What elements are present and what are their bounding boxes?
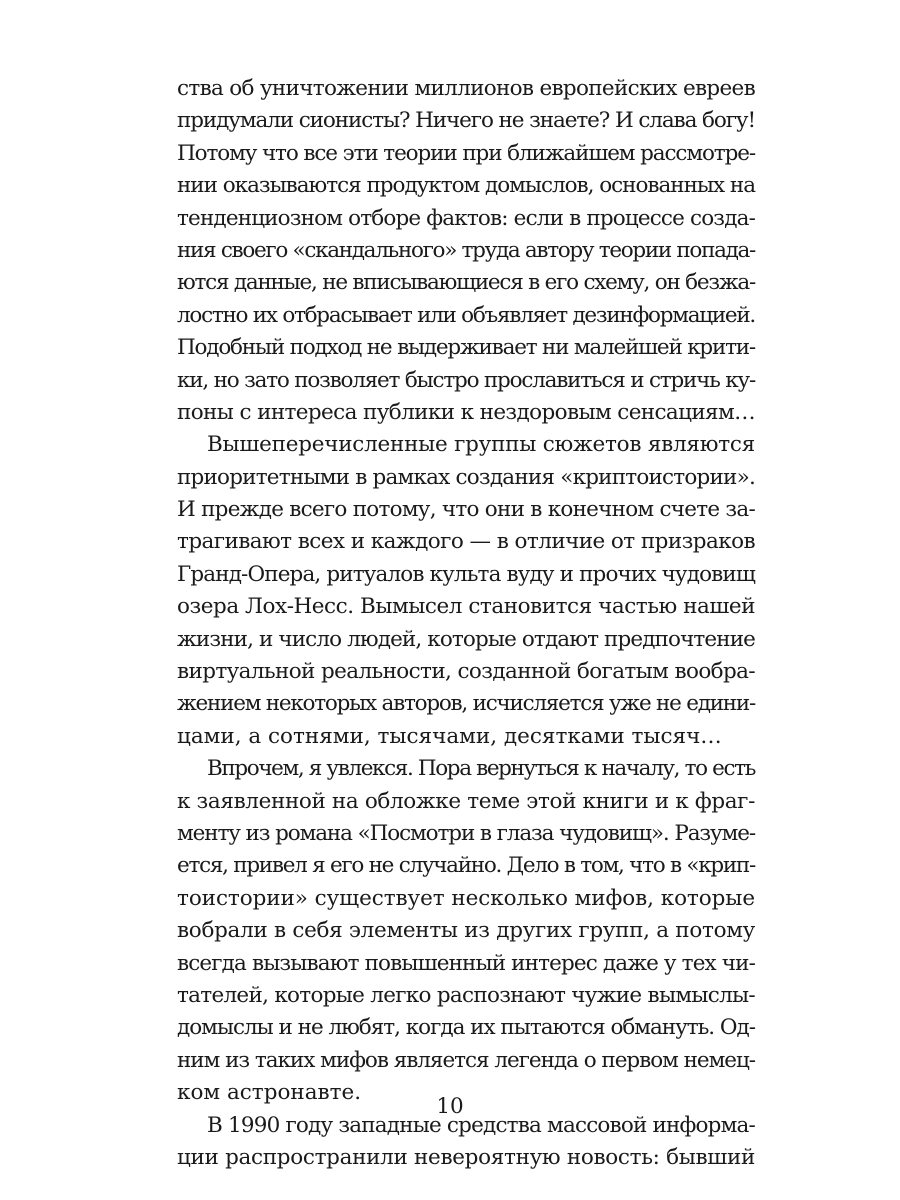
text-line: ния своего «скандального» труда автору теории попада- [177, 237, 755, 263]
text-line: Гранд-Опера, ритуалов культа вуду и прочих чудовищ [177, 561, 755, 587]
text-line: нии оказываются продуктом домыслов, основанных на [177, 173, 755, 199]
text-line: приоритетными в рамках создания «криптоистории». [177, 464, 755, 490]
text-line: ется, привел я его не случайно. Дело в том, что в «крип- [177, 853, 755, 879]
text-line: ним из таких мифов является легенда о первом немец- [177, 1047, 755, 1073]
text-line: вобрали в себя элементы из других групп, а потому [177, 918, 755, 944]
text-line: к заявленной на обложке теме этой книги и к фраг- [177, 788, 755, 814]
text-line: жением некоторых авторов, исчисляется уже не едини- [177, 691, 755, 717]
text-line: придумали сионисты? Ничего не знаете? И слава богу! [177, 108, 755, 134]
text-line: В 1990 году западные средства массовой информа- [207, 1112, 755, 1138]
text-line: цами, а сотнями, тысячами, десятками тысяч… [177, 723, 722, 749]
text-line: всегда вызывают повышенный интерес даже у тех чи- [177, 950, 755, 976]
text-line: И прежде всего потому, что они в конечном счете за- [177, 497, 755, 523]
page-number: 10 [436, 1094, 464, 1119]
text-line: ки, но зато позволяет быстро прославиться и стричь ку- [177, 367, 755, 393]
text-line: тоистории» существует несколько мифов, которые [177, 885, 755, 911]
text-line: тателей, которые легко распознают чужие вымыслы- [177, 982, 755, 1008]
text-line: домыслы и не любят, когда их пытаются обмануть. Од- [177, 1015, 755, 1041]
text-line: ства об уничтожении миллионов европейских евреев [177, 76, 755, 101]
text-line: Вышеперечисленные группы сюжетов являются [207, 432, 755, 458]
text-line: озера Лох-Несс. Вымысел становится частью нашей [177, 594, 755, 620]
text-line: менту из романа «Посмотри в глаза чудовищ». Разуме- [177, 820, 755, 846]
text-line: ции распространили невероятную новость: бывший [177, 1144, 755, 1170]
text-line: тенденциозном отборе фактов: если в процессе созда- [177, 205, 755, 231]
text-line: Впрочем, я увлекся. Пора вернуться к началу, то есть [207, 756, 755, 782]
text-line: виртуальной реальности, созданной богатым вообра- [177, 659, 755, 685]
text-line: лостно их отбрасывает или объявляет дезинформацией. [177, 302, 755, 328]
text-line: трагивают всех и каждого — в отличие от призраков [177, 529, 755, 555]
text-line: поны с интереса публики к нездоровым сенсациям… [177, 399, 755, 425]
text-line: ются данные, не вписывающиеся в его схему, он безжа- [177, 270, 755, 296]
text-line: ком астронавте. [177, 1080, 362, 1106]
text-line: Потому что все эти теории при ближайшем рассмотре- [177, 140, 755, 166]
text-line: жизни, и число людей, которые отдают предпочтение [177, 626, 755, 652]
body-text [177, 73, 755, 1174]
text-line: Подобный подход не выдерживает ни малейшей крити- [177, 335, 755, 361]
